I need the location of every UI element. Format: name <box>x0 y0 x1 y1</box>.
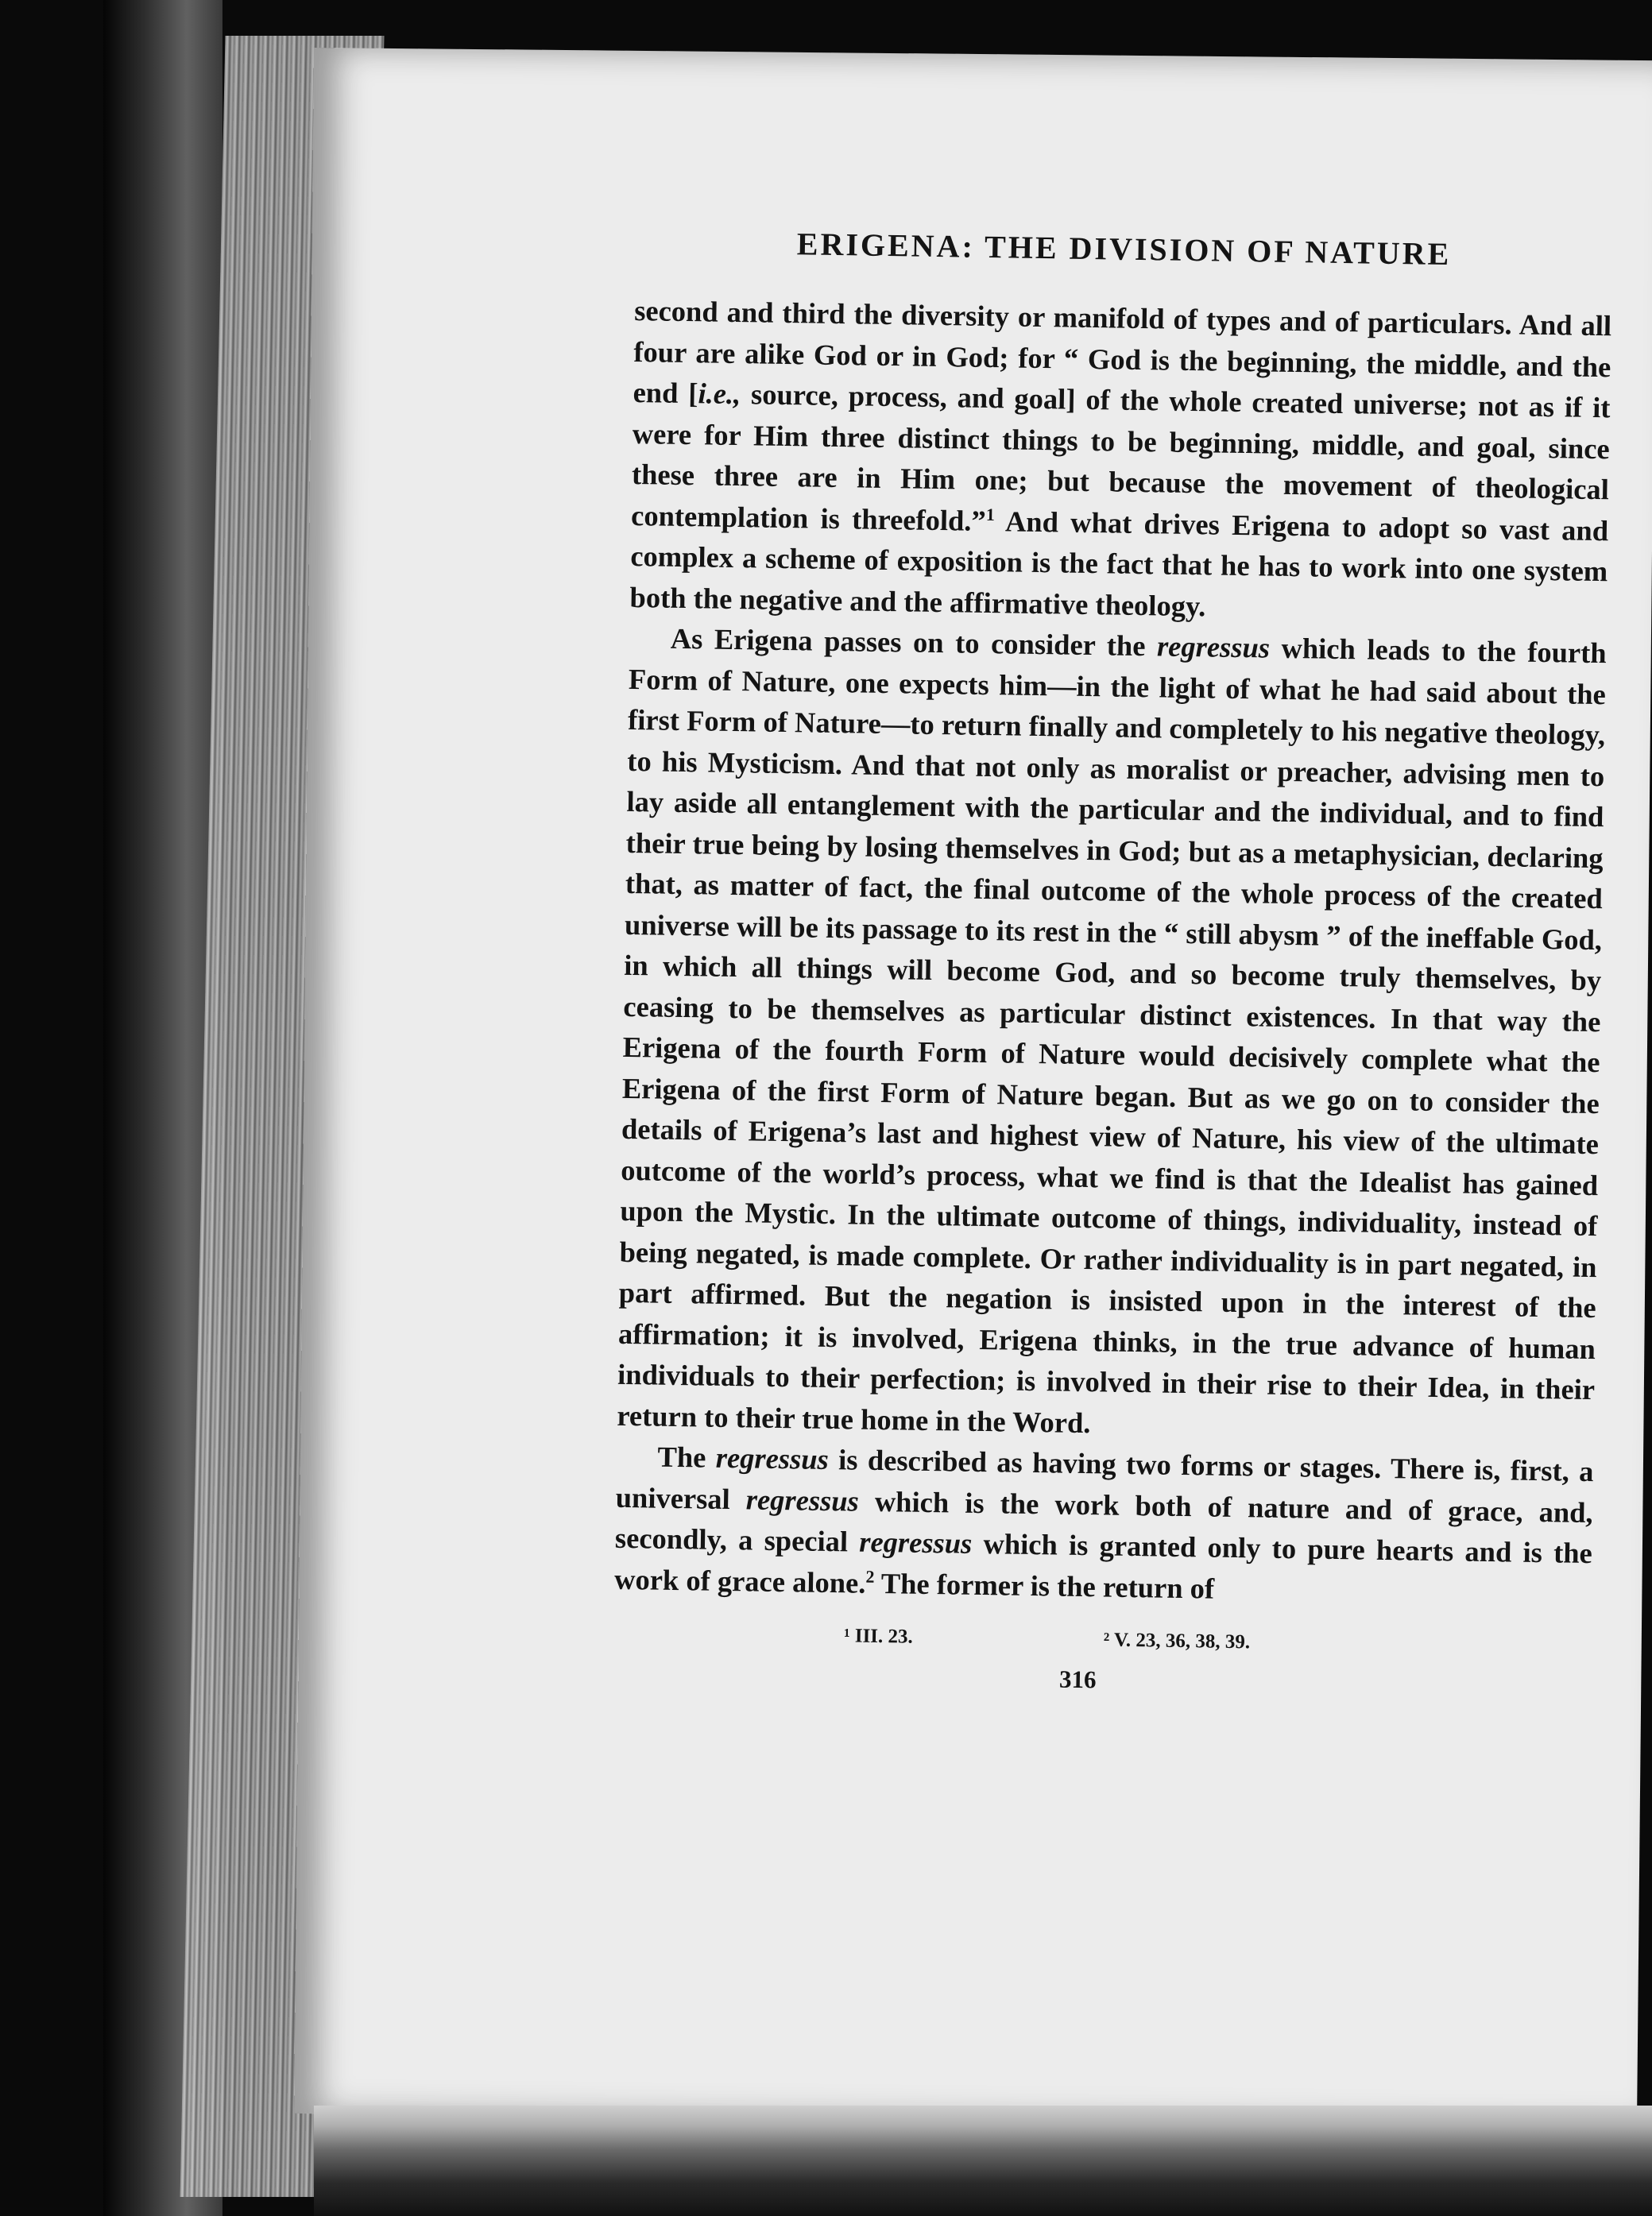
footnotes <box>613 1622 1591 1659</box>
footnote-2: ² V. 23, 36, 38, 39. <box>1103 1629 1251 1653</box>
text-run: source, process, and goal] of the whole created universe; not as if it were for Him three distinct things to be beginning, middle, and goal, since these three are in Him one; but because the movement of theological contemplation is threefold.” <box>630 377 1611 537</box>
text-run: second and third the diversity or manifold of types and of particulars. And all four are alike God or in God; for “ God is the beginning, the middle, and the end [ <box>633 293 1612 410</box>
text-run: which is granted only to pure hearts and is the work of grace alone. <box>613 1526 1593 1599</box>
page-bottom-edge <box>314 2106 1652 2216</box>
italic-text: regressus <box>1156 629 1271 664</box>
body-text <box>614 290 1612 1615</box>
page-text-block <box>613 222 1613 1702</box>
page-number: 316 <box>1058 1665 1097 1694</box>
footnote-marker: 2 <box>865 1566 875 1587</box>
text-run: The former is the return of <box>874 1566 1215 1605</box>
italic-text: regressus <box>859 1525 973 1560</box>
italic-text: i.e., <box>698 377 741 411</box>
italic-text: regressus <box>715 1441 830 1476</box>
text-run: which is the work both of nature and of grace, and, secondly, a special <box>614 1484 1593 1558</box>
italic-text: regressus <box>745 1482 860 1518</box>
footnote-1: ¹ III. 23. <box>843 1625 913 1648</box>
text-run: The <box>657 1440 717 1474</box>
footnote-marker: 1 <box>985 504 996 524</box>
text-run: which leads to the fourth Form of Nature, one expects him—in the light of what he had said about the first Form of Nature—to return finally and completely to his negative theology, to his Mysticism. And that not only as moralist or preacher, advising men to lay aside all entanglement with the particular and the individual, and to find their true being by losing themselves in God; but as a metaphysician, declaring that, as matter of fact, the final outcome of the whole process of the created universe will be its passage to its rest in the “ still abysm ” of the ineffable God, in which all things will become God, and so become truly themselves, by ceasing to be themselves as particular distinct existences. In that way the Erigena of the fourth Form of Nature would decisively complete what the Erigena of the first Form of Nature began. But as we go on to consider the details of Erigena’s last and highest view of Nature, his view of the ultimate outcome of the world’s process, what we find is that the Idealist has gained upon the Mystic. In the ultimate outcome of things, individuality, instead of being negated, is made complete. Or rather individuality is in part negated, in part affirmed. But the negation is insisted upon in the interest of the affirmation; it is involved, Erigena thinks, in the true advance of human individuals to their perfection; is involved in their rise to their Idea, in their return to their true home in the Word. <box>617 631 1607 1439</box>
running-head: ERIGENA: THE DIVISION OF NATURE <box>796 226 1452 273</box>
paragraph-1 <box>629 290 1611 632</box>
text-run: is described as having two forms or stages. There is, first, a universal <box>615 1443 1594 1515</box>
paragraph-3 <box>614 1436 1594 1615</box>
paragraph-2 <box>617 617 1607 1451</box>
text-run: And what drives Erigena to adopt so vast and complex a scheme of exposition is the fact that he has to work into one system both the negative and the affirmative theology. <box>629 504 1609 622</box>
text-run: As Erigena passes on to consider the <box>670 621 1158 663</box>
